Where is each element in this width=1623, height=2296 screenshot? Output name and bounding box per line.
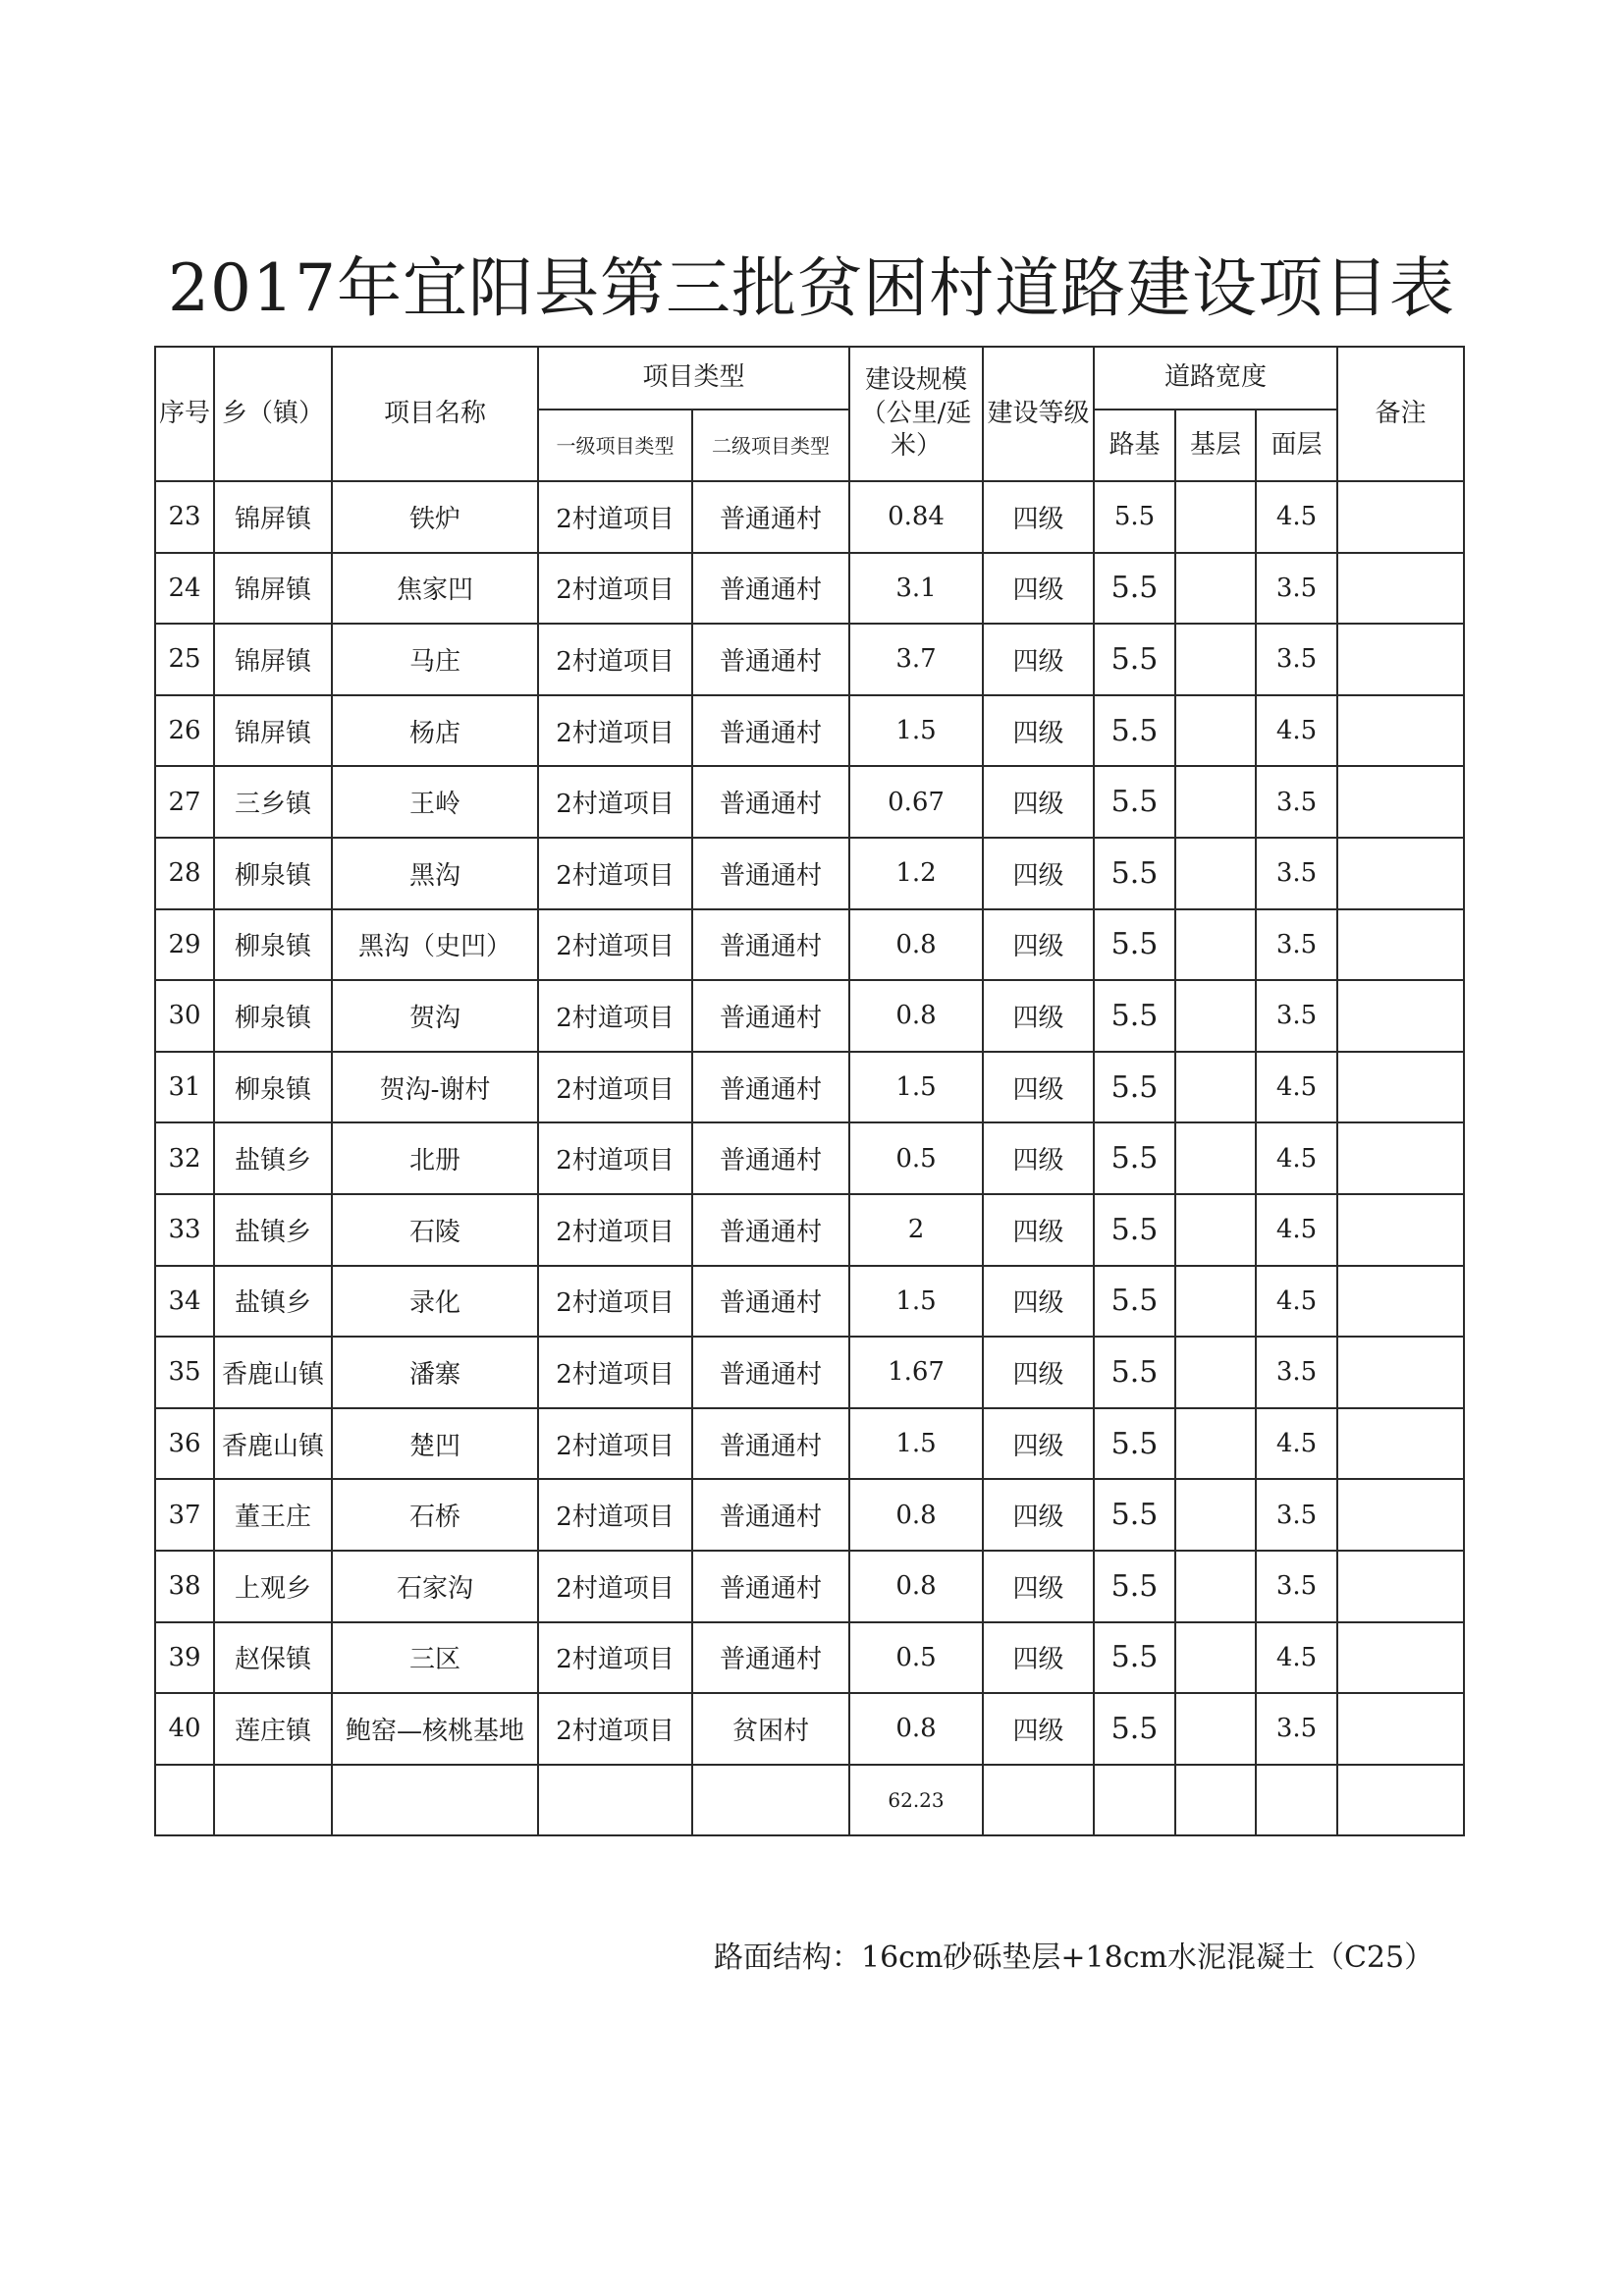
cell-town (214, 1765, 332, 1836)
cell-roadbed: 5.5 (1094, 1266, 1175, 1338)
cell-remark (1337, 838, 1464, 909)
cell-grade: 四级 (983, 909, 1094, 981)
table-row (155, 695, 1464, 767)
cell-roadbed: 5.5 (1094, 1693, 1175, 1765)
cell-roadbed: 5.5 (1094, 481, 1175, 553)
cell-seq: 33 (155, 1194, 214, 1266)
table-row (155, 838, 1464, 909)
cell-town: 锦屏镇 (214, 553, 332, 625)
cell-seq: 38 (155, 1551, 214, 1622)
cell-name (332, 1765, 538, 1836)
cell-surface: 4.5 (1256, 1266, 1337, 1338)
header-type2: 二级项目类型 (692, 410, 849, 481)
table-row (155, 1337, 1464, 1408)
cell-surface: 4.5 (1256, 1194, 1337, 1266)
table-row (155, 1194, 1464, 1266)
cell-seq: 39 (155, 1622, 214, 1694)
cell-surface: 3.5 (1256, 553, 1337, 625)
cell-surface: 3.5 (1256, 1693, 1337, 1765)
cell-scale: 1.5 (849, 1266, 983, 1338)
cell-base (1175, 1122, 1256, 1194)
table-row (155, 1052, 1464, 1123)
cell-type2: 普通通村 (692, 1479, 849, 1551)
cell-seq: 29 (155, 909, 214, 981)
header-project-name: 项目名称 (332, 347, 538, 481)
cell-town: 柳泉镇 (214, 909, 332, 981)
cell-type1: 2村道项目 (538, 909, 692, 981)
project-table (154, 346, 1465, 1836)
cell-seq: 31 (155, 1052, 214, 1123)
cell-scale: 0.84 (849, 481, 983, 553)
cell-type2: 普通通村 (692, 1408, 849, 1480)
cell-type1: 2村道项目 (538, 1551, 692, 1622)
cell-scale: 0.8 (849, 909, 983, 981)
cell-type2: 普通通村 (692, 1551, 849, 1622)
cell-type1: 2村道项目 (538, 980, 692, 1052)
cell-name: 录化 (332, 1266, 538, 1338)
cell-grade: 四级 (983, 766, 1094, 838)
cell-grade: 四级 (983, 1551, 1094, 1622)
cell-base (1175, 1408, 1256, 1480)
header-base: 基层 (1175, 410, 1256, 481)
cell-name: 鲍窑—核桃基地 (332, 1693, 538, 1765)
cell-base (1175, 766, 1256, 838)
cell-roadbed: 5.5 (1094, 695, 1175, 767)
cell-base (1175, 1693, 1256, 1765)
cell-scale: 0.8 (849, 1479, 983, 1551)
cell-seq: 35 (155, 1337, 214, 1408)
cell-remark (1337, 980, 1464, 1052)
cell-type2: 普通通村 (692, 1052, 849, 1123)
cell-type2: 普通通村 (692, 909, 849, 981)
cell-base (1175, 980, 1256, 1052)
cell-type1: 2村道项目 (538, 1622, 692, 1694)
cell-remark (1337, 1337, 1464, 1408)
cell-base (1175, 909, 1256, 981)
cell-roadbed: 5.5 (1094, 1122, 1175, 1194)
table-row (155, 766, 1464, 838)
table-row (155, 909, 1464, 981)
header-remark: 备注 (1337, 347, 1464, 481)
cell-surface: 3.5 (1256, 838, 1337, 909)
cell-town: 香鹿山镇 (214, 1337, 332, 1408)
cell-type1: 2村道项目 (538, 1266, 692, 1338)
cell-scale: 1.5 (849, 1408, 983, 1480)
cell-town: 上观乡 (214, 1551, 332, 1622)
cell-type2: 普通通村 (692, 838, 849, 909)
cell-remark (1337, 695, 1464, 767)
cell-grade (983, 1765, 1094, 1836)
cell-remark (1337, 1551, 1464, 1622)
cell-remark (1337, 1765, 1464, 1836)
cell-scale: 0.8 (849, 1551, 983, 1622)
cell-surface: 4.5 (1256, 1622, 1337, 1694)
cell-town: 三乡镇 (214, 766, 332, 838)
cell-town: 锦屏镇 (214, 481, 332, 553)
page-title: 2017年宜阳县第三批贫困村道路建设项目表 (168, 250, 1455, 326)
cell-remark (1337, 1693, 1464, 1765)
cell-scale-total: 62.23 (849, 1765, 983, 1836)
cell-type1: 2村道项目 (538, 1479, 692, 1551)
table-row (155, 553, 1464, 625)
cell-grade: 四级 (983, 481, 1094, 553)
cell-roadbed: 5.5 (1094, 766, 1175, 838)
cell-name: 潘寨 (332, 1337, 538, 1408)
cell-roadbed: 5.5 (1094, 624, 1175, 695)
cell-surface (1256, 1765, 1337, 1836)
cell-town: 锦屏镇 (214, 695, 332, 767)
cell-grade: 四级 (983, 695, 1094, 767)
cell-scale: 2 (849, 1194, 983, 1266)
cell-type1: 2村道项目 (538, 1122, 692, 1194)
cell-base (1175, 1052, 1256, 1123)
header-seq: 序号 (155, 347, 214, 481)
cell-name: 铁炉 (332, 481, 538, 553)
cell-remark (1337, 1479, 1464, 1551)
cell-remark (1337, 766, 1464, 838)
pavement-structure-note: 路面结构：16cm砂砾垫层+18cm水泥混凝土（C25） (714, 1941, 1434, 1975)
cell-type1: 2村道项目 (538, 1408, 692, 1480)
cell-name: 楚凹 (332, 1408, 538, 1480)
cell-grade: 四级 (983, 1337, 1094, 1408)
cell-seq: 34 (155, 1266, 214, 1338)
cell-seq: 26 (155, 695, 214, 767)
cell-surface: 4.5 (1256, 695, 1337, 767)
cell-type1: 2村道项目 (538, 1052, 692, 1123)
cell-base (1175, 624, 1256, 695)
cell-roadbed: 5.5 (1094, 1337, 1175, 1408)
cell-town: 盐镇乡 (214, 1122, 332, 1194)
cell-seq: 32 (155, 1122, 214, 1194)
cell-name: 黑沟 (332, 838, 538, 909)
cell-town: 柳泉镇 (214, 980, 332, 1052)
cell-grade: 四级 (983, 1408, 1094, 1480)
cell-grade: 四级 (983, 1122, 1094, 1194)
cell-type1: 2村道项目 (538, 1337, 692, 1408)
cell-name: 石桥 (332, 1479, 538, 1551)
cell-name: 黑沟（史凹） (332, 909, 538, 981)
cell-roadbed: 5.5 (1094, 1479, 1175, 1551)
cell-remark (1337, 1266, 1464, 1338)
cell-roadbed: 5.5 (1094, 980, 1175, 1052)
cell-name: 石陵 (332, 1194, 538, 1266)
cell-scale: 0.8 (849, 980, 983, 1052)
cell-roadbed (1094, 1765, 1175, 1836)
cell-type2: 普通通村 (692, 624, 849, 695)
cell-remark (1337, 1052, 1464, 1123)
cell-base (1175, 695, 1256, 767)
cell-roadbed: 5.5 (1094, 1551, 1175, 1622)
cell-name: 贺沟-谢村 (332, 1052, 538, 1123)
cell-base (1175, 1765, 1256, 1836)
cell-roadbed: 5.5 (1094, 1194, 1175, 1266)
cell-type1: 2村道项目 (538, 553, 692, 625)
table-row (155, 481, 1464, 553)
cell-type1: 2村道项目 (538, 766, 692, 838)
cell-scale: 0.5 (849, 1122, 983, 1194)
table-row (155, 1122, 1464, 1194)
cell-name: 王岭 (332, 766, 538, 838)
cell-town: 盐镇乡 (214, 1194, 332, 1266)
cell-surface: 3.5 (1256, 624, 1337, 695)
table-row (155, 980, 1464, 1052)
cell-scale: 0.5 (849, 1622, 983, 1694)
cell-seq: 24 (155, 553, 214, 625)
cell-town: 柳泉镇 (214, 1052, 332, 1123)
cell-type1: 2村道项目 (538, 1194, 692, 1266)
cell-surface: 3.5 (1256, 1551, 1337, 1622)
cell-grade: 四级 (983, 980, 1094, 1052)
cell-roadbed: 5.5 (1094, 838, 1175, 909)
cell-scale: 1.5 (849, 695, 983, 767)
table-row (155, 1479, 1464, 1551)
table-row (155, 1693, 1464, 1765)
header-project-type: 项目类型 (538, 347, 849, 410)
cell-base (1175, 1337, 1256, 1408)
cell-base (1175, 553, 1256, 625)
cell-scale: 0.67 (849, 766, 983, 838)
cell-base (1175, 1194, 1256, 1266)
cell-type2: 普通通村 (692, 1122, 849, 1194)
cell-roadbed: 5.5 (1094, 1408, 1175, 1480)
cell-roadbed: 5.5 (1094, 553, 1175, 625)
cell-remark (1337, 481, 1464, 553)
cell-name: 北册 (332, 1122, 538, 1194)
cell-name: 石家沟 (332, 1551, 538, 1622)
cell-town: 莲庄镇 (214, 1693, 332, 1765)
cell-seq: 23 (155, 481, 214, 553)
cell-roadbed: 5.5 (1094, 1622, 1175, 1694)
cell-seq: 25 (155, 624, 214, 695)
cell-town: 锦屏镇 (214, 624, 332, 695)
header-surface: 面层 (1256, 410, 1337, 481)
cell-surface: 3.5 (1256, 766, 1337, 838)
table-row (155, 1266, 1464, 1338)
cell-name: 马庄 (332, 624, 538, 695)
cell-town: 赵保镇 (214, 1622, 332, 1694)
cell-surface: 4.5 (1256, 1122, 1337, 1194)
table-row (155, 624, 1464, 695)
cell-seq: 36 (155, 1408, 214, 1480)
header-grade: 建设等级 (983, 347, 1094, 481)
total-row (155, 1765, 1464, 1836)
cell-remark (1337, 909, 1464, 981)
cell-base (1175, 1266, 1256, 1338)
cell-type2: 普通通村 (692, 1337, 849, 1408)
cell-type1: 2村道项目 (538, 838, 692, 909)
cell-surface: 3.5 (1256, 909, 1337, 981)
cell-type2: 贫困村 (692, 1693, 849, 1765)
cell-scale: 1.5 (849, 1052, 983, 1123)
cell-name: 杨店 (332, 695, 538, 767)
cell-surface: 4.5 (1256, 481, 1337, 553)
cell-grade: 四级 (983, 1194, 1094, 1266)
cell-grade: 四级 (983, 1266, 1094, 1338)
cell-type1 (538, 1765, 692, 1836)
cell-remark (1337, 1622, 1464, 1694)
cell-base (1175, 1479, 1256, 1551)
cell-grade: 四级 (983, 624, 1094, 695)
cell-scale: 0.8 (849, 1693, 983, 1765)
cell-name: 焦家凹 (332, 553, 538, 625)
cell-surface: 4.5 (1256, 1052, 1337, 1123)
cell-remark (1337, 624, 1464, 695)
cell-base (1175, 1622, 1256, 1694)
cell-type2: 普通通村 (692, 553, 849, 625)
table-row (155, 1551, 1464, 1622)
cell-surface: 3.5 (1256, 980, 1337, 1052)
cell-name: 贺沟 (332, 980, 538, 1052)
cell-remark (1337, 553, 1464, 625)
table-row (155, 1408, 1464, 1480)
cell-name: 三区 (332, 1622, 538, 1694)
cell-type1: 2村道项目 (538, 481, 692, 553)
cell-type2: 普通通村 (692, 1194, 849, 1266)
cell-base (1175, 481, 1256, 553)
cell-scale: 3.1 (849, 553, 983, 625)
cell-grade: 四级 (983, 1622, 1094, 1694)
cell-type2: 普通通村 (692, 980, 849, 1052)
cell-seq: 40 (155, 1693, 214, 1765)
cell-town: 柳泉镇 (214, 838, 332, 909)
cell-type2 (692, 1765, 849, 1836)
cell-seq: 37 (155, 1479, 214, 1551)
header-type1: 一级项目类型 (538, 410, 692, 481)
cell-roadbed: 5.5 (1094, 909, 1175, 981)
cell-seq: 28 (155, 838, 214, 909)
cell-town: 董王庄 (214, 1479, 332, 1551)
header-row-1 (155, 347, 1464, 410)
header-roadbed: 路基 (1094, 410, 1175, 481)
cell-town: 盐镇乡 (214, 1266, 332, 1338)
cell-type1: 2村道项目 (538, 695, 692, 767)
header-scale: 建设规模（公里/延米） (849, 347, 983, 481)
table-row (155, 1622, 1464, 1694)
cell-grade: 四级 (983, 553, 1094, 625)
cell-base (1175, 1551, 1256, 1622)
cell-grade: 四级 (983, 1052, 1094, 1123)
cell-seq: 27 (155, 766, 214, 838)
cell-grade: 四级 (983, 1479, 1094, 1551)
cell-seq: 30 (155, 980, 214, 1052)
cell-scale: 3.7 (849, 624, 983, 695)
cell-surface: 3.5 (1256, 1337, 1337, 1408)
cell-remark (1337, 1122, 1464, 1194)
cell-base (1175, 838, 1256, 909)
cell-seq (155, 1765, 214, 1836)
cell-type2: 普通通村 (692, 766, 849, 838)
header-town: 乡（镇） (214, 347, 332, 481)
cell-type2: 普通通村 (692, 1622, 849, 1694)
cell-roadbed: 5.5 (1094, 1052, 1175, 1123)
header-road-width: 道路宽度 (1094, 347, 1337, 410)
cell-remark (1337, 1194, 1464, 1266)
cell-scale: 1.2 (849, 838, 983, 909)
cell-type2: 普通通村 (692, 481, 849, 553)
cell-remark (1337, 1408, 1464, 1480)
cell-type1: 2村道项目 (538, 624, 692, 695)
cell-grade: 四级 (983, 838, 1094, 909)
cell-type1: 2村道项目 (538, 1693, 692, 1765)
cell-scale: 1.67 (849, 1337, 983, 1408)
cell-grade: 四级 (983, 1693, 1094, 1765)
cell-type2: 普通通村 (692, 695, 849, 767)
cell-town: 香鹿山镇 (214, 1408, 332, 1480)
cell-surface: 4.5 (1256, 1408, 1337, 1480)
cell-type2: 普通通村 (692, 1266, 849, 1338)
cell-surface: 3.5 (1256, 1479, 1337, 1551)
